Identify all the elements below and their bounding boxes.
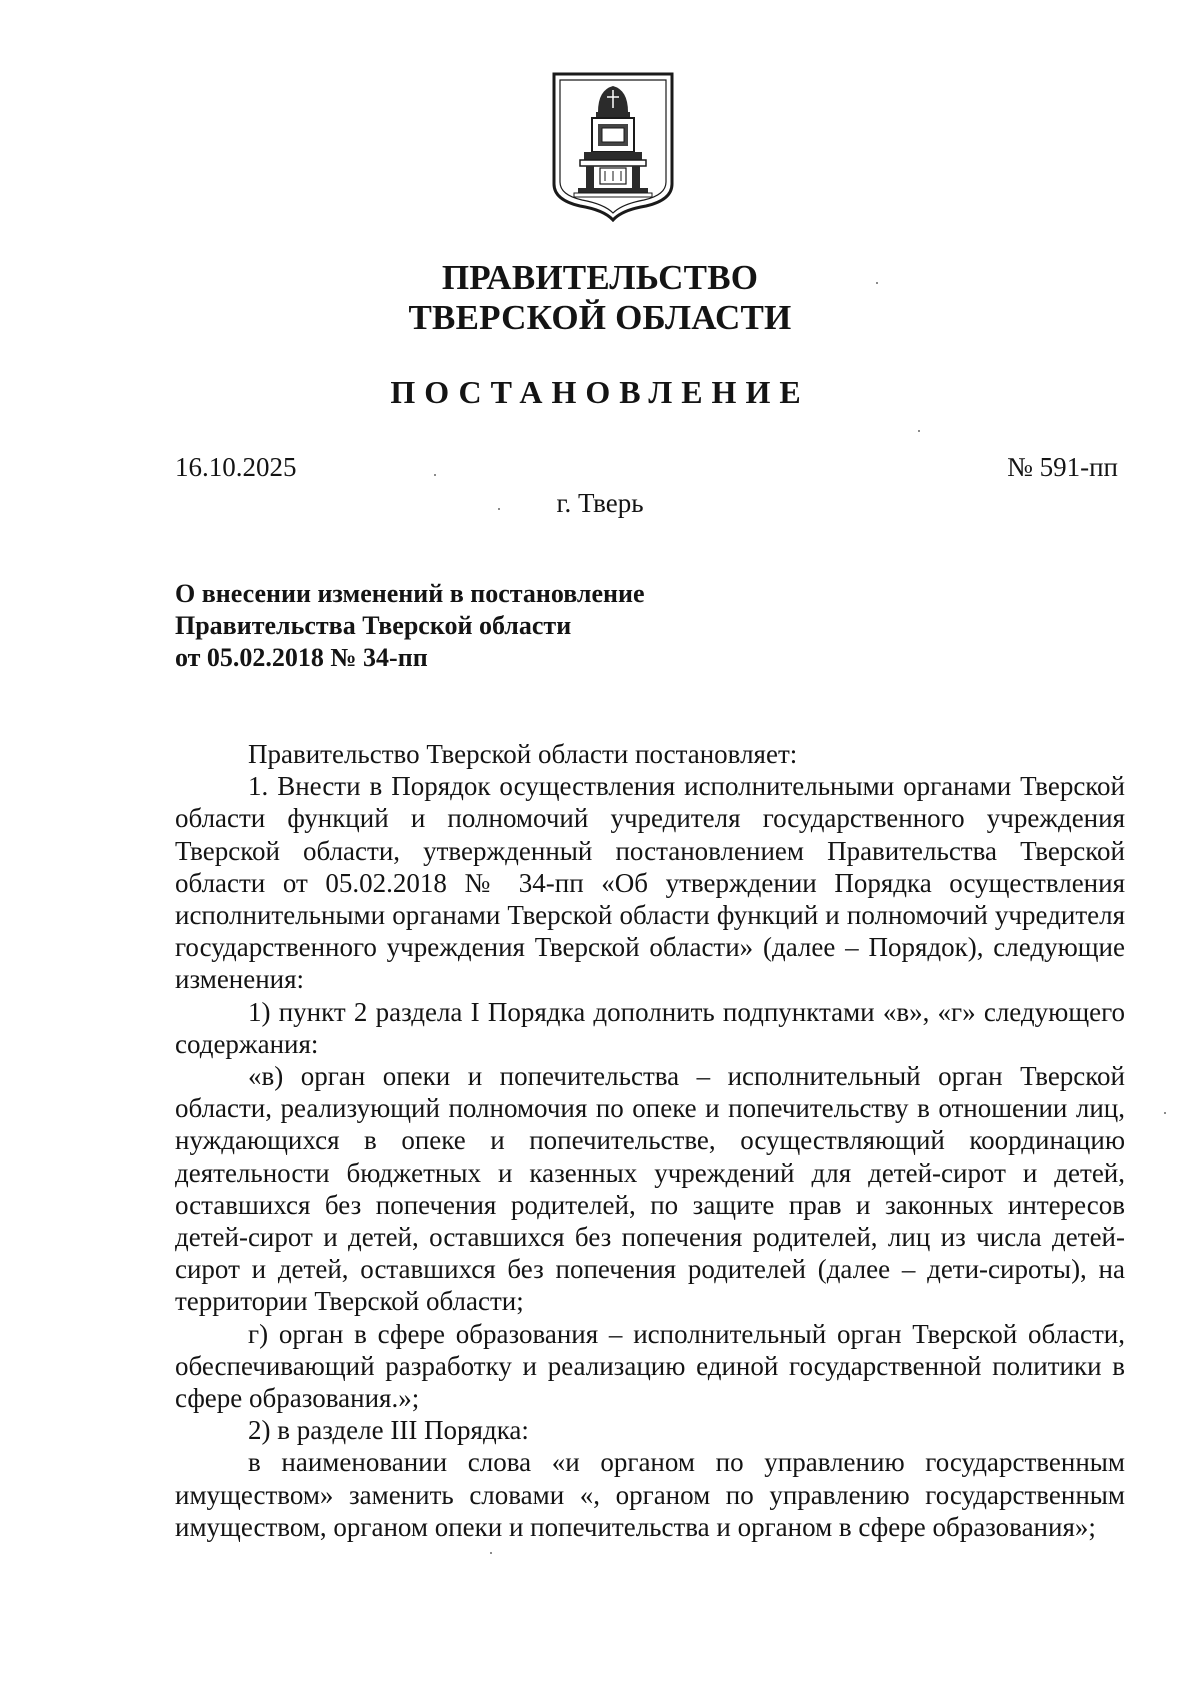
government-title-line1: ПРАВИТЕЛЬСТВО: [441, 258, 759, 297]
document-date: 16.10.2025: [175, 452, 297, 482]
body-paragraph: 1) пункт 2 раздела I Порядка дополнить подпунктами «в», «г» следующего содержания:: [175, 996, 1125, 1059]
scan-speck: [490, 1552, 492, 1554]
government-title-line2: ТВЕРСКОЙ ОБЛАСТИ: [408, 298, 792, 337]
document-number: № 591-пп: [1007, 452, 1118, 482]
body-paragraph: «в) орган опеки и попечительства – исполнительный орган Тверской области, реализующий полномочия по опеке и попечительству в отношении лиц, нуждающихся в опеке и попечительстве, осуществляющий координацию деятельности бюджетных и казенных учреждений для детей-сирот и детей, оставшихся без попечения родителей, по защите прав и законных интересов детей-сирот и детей, оставшихся без попечения родителей, лиц из числа детей-сирот и детей, оставшихся без попечения родителей (далее – дети-сироты), на территории Тверской области;: [175, 1061, 1125, 1317]
body-paragraph: 1. Внести в Порядок осуществления исполнительными органами Тверской области функций и полномочий учредителя государственного учреждения Тверской области, утвержденный постановлением Правительства Тверской области от 05.02.2018 № 34-пп «Об утверждении Порядка осуществления исполнительными органами Тверской области функций и полномочий учредителя государственного учреждения Тверской области» (далее – Порядок), следующие изменения:: [175, 771, 1125, 995]
body-paragraph: в наименовании слова «и органом по управлению государственным имуществом» заменить словами «, органом по управлению государственным имуществом, органом опеки и попечительства и органом в сфере образования»;: [175, 1447, 1125, 1542]
body-paragraph: г) орган в сфере образования – исполнительный орган Тверской области, обеспечивающий разработку и реализацию единой государственной политики в сфере образования.»;: [175, 1318, 1125, 1414]
scan-speck: [434, 474, 436, 476]
body-paragraph: Правительство Тверской области постановляет:: [248, 739, 798, 769]
body-paragraph: 2) в разделе III Порядка:: [248, 1415, 529, 1446]
subject-line2: Правительства Тверской области: [175, 611, 572, 640]
tver-coat-of-arms-icon: [550, 72, 676, 222]
subject-line1: О внесении изменений в постановление: [175, 579, 645, 608]
scan-speck: [918, 430, 920, 432]
government-title: [0, 258, 1200, 338]
subject-line3: от 05.02.2018 № 34-пп: [175, 643, 428, 672]
scan-speck: [1164, 1112, 1166, 1114]
document-type: ПОСТАНОВЛЕНИЕ: [390, 374, 810, 410]
document-subject: [175, 578, 875, 674]
scan-speck: [498, 508, 500, 510]
scan-speck: [876, 282, 878, 284]
document-city: г. Тверь: [556, 488, 644, 518]
document-body: [175, 738, 1125, 1543]
